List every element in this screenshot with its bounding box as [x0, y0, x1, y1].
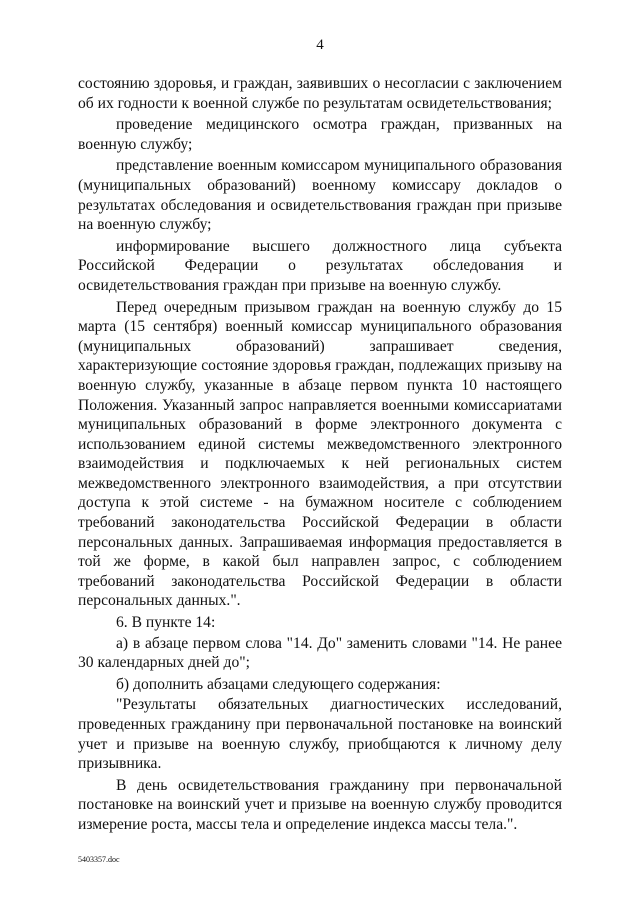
paragraph-5: Перед очередным призывом граждан на военную службу до 15 марта (15 сентября) военный комиссар муниципального образования (муниципальных образований) запрашивает сведения, характеризующие состояние здоровья граждан, подлежащих призыву на военную службу, указанные в абзаце первом пункта 10 настоящего Положения. Указанный запрос направляется военными комиссариатами муниципальных образований в форме электронного документа с использованием единой системы межведомственного электронного взаимодействия и подключаемых к ней региональных систем межведомственного электронного взаимодействия, а при отсутствии доступа к этой системе - на бумажном носителе с соблюдением требований законодательства Российской Федерации в области персональных данных. Запрашиваемая информация предоставляется в той же форме, в какой был направлен запрос, с соблюдением требований законодательства Российской Федерации в области персональных данных.". — [78, 298, 562, 610]
paragraph-2: проведение медицинского осмотра граждан, призванных на военную службу; — [78, 116, 562, 153]
page-number: 4 — [316, 37, 324, 53]
paragraph-4: информирование высшего должностного лица субъекта Российской Федерации о результатах обследования и освидетельствования граждан при призыве на военную службу. — [78, 237, 562, 294]
paragraph-6: 6. В пункте 14: — [116, 614, 216, 632]
paragraph-7: а) в абзаце первом слова "14. До" заменить словами "14. Не ранее 30 календарных дней до"; — [78, 634, 562, 672]
paragraph-1: состоянию здоровья, и граждан, заявивших о несогласии с заключением об их годности к военной службе по результатам освидетельствования; — [78, 75, 562, 112]
paragraph-8: б) дополнить абзацами следующего содержания: — [116, 675, 441, 693]
paragraph-3: представление военным комиссаром муниципального образования (муниципальных образований) военному комиссару докладов о результатах обследования и освидетельствования граждан при призыве на военную службу; — [78, 157, 562, 234]
footer-filename: 5403357.doc — [78, 855, 120, 864]
paragraph-9: "Результаты обязательных диагностических исследований, проведенных гражданину при первоначальной постановке на воинский учет и призыве на военную службу, приобщаются к личному делу призывника. — [78, 696, 562, 773]
paragraph-10: В день освидетельствования гражданину при первоначальной постановке на воинский учет и призыве на военную службу проводится измерение роста, массы тела и определение индекса массы тела.". — [78, 776, 562, 833]
document-body — [78, 74, 562, 837]
